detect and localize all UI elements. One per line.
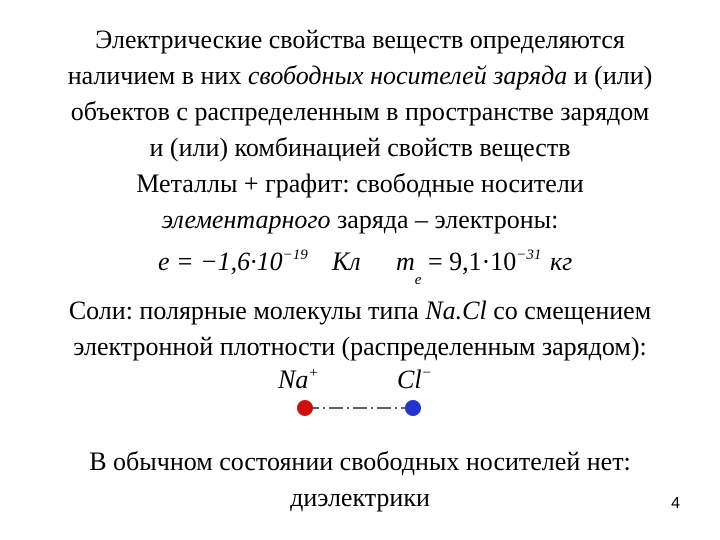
metals-line-2-end: заряда – электроны:	[330, 205, 559, 234]
electron-charge-exponent: −19	[282, 247, 308, 263]
conclusion-line-2: диэлектрики	[290, 483, 430, 512]
chloride-ion-label	[397, 365, 432, 395]
kilogram-unit: кг	[550, 247, 573, 276]
elementary-term: элементарного	[161, 205, 331, 234]
chlorine-atom	[405, 400, 421, 416]
electron-mass	[396, 247, 542, 288]
salts-line-1	[0, 293, 720, 329]
sodium-ion-label	[278, 365, 318, 395]
conclusion-line-1: В обычном состоянии свободных носителей нет:	[89, 447, 631, 476]
electron-mass-value: = 9,1·10	[427, 247, 517, 276]
coulomb-unit: Кл	[332, 247, 361, 276]
chloride-charge: −	[421, 365, 432, 381]
salts-line-1-end: со смещением	[486, 296, 652, 325]
page-number: 4	[671, 495, 680, 512]
conclusion-paragraph	[0, 444, 720, 516]
free-carriers-term: свободных носителей заряда	[247, 61, 568, 90]
salts-paragraph	[0, 293, 720, 365]
electron-formula	[0, 247, 720, 287]
salts-line-1-start: Соли: полярные молекулы типа	[68, 296, 426, 325]
sodium-atom	[297, 400, 313, 416]
intro-line-1: Электрические свойства веществ определяются	[95, 25, 625, 54]
electron-mass-symbol: m	[396, 247, 415, 276]
chloride-symbol: Cl	[397, 365, 422, 394]
sodium-charge: +	[308, 365, 319, 381]
intro-line-4: и (или) комбинацией свойств веществ	[149, 133, 571, 162]
intro-line-3: объектов с распределенным в пространстве зарядом	[70, 97, 650, 126]
sodium-symbol: Na	[278, 365, 309, 394]
intro-line-2-end: и (или)	[567, 61, 653, 90]
intro-line-2	[0, 58, 720, 94]
intro-paragraph	[0, 22, 720, 166]
metals-line-1: Металлы + графит: свободные носители	[136, 169, 584, 198]
nacl-term: Na.Cl	[425, 296, 487, 325]
metals-paragraph	[0, 166, 720, 238]
nacl-molecule-diagram	[290, 395, 430, 421]
intro-line-2-start: наличием в них	[67, 61, 248, 90]
electron-mass-exponent: −31	[516, 247, 542, 263]
metals-line-2	[0, 202, 720, 238]
salts-line-2: электронной плотности (распределенным зарядом):	[73, 332, 647, 361]
electron-charge	[158, 247, 308, 277]
electron-mass-subscript: e	[414, 272, 422, 288]
electron-charge-value: e = −1,6·10	[158, 247, 283, 276]
